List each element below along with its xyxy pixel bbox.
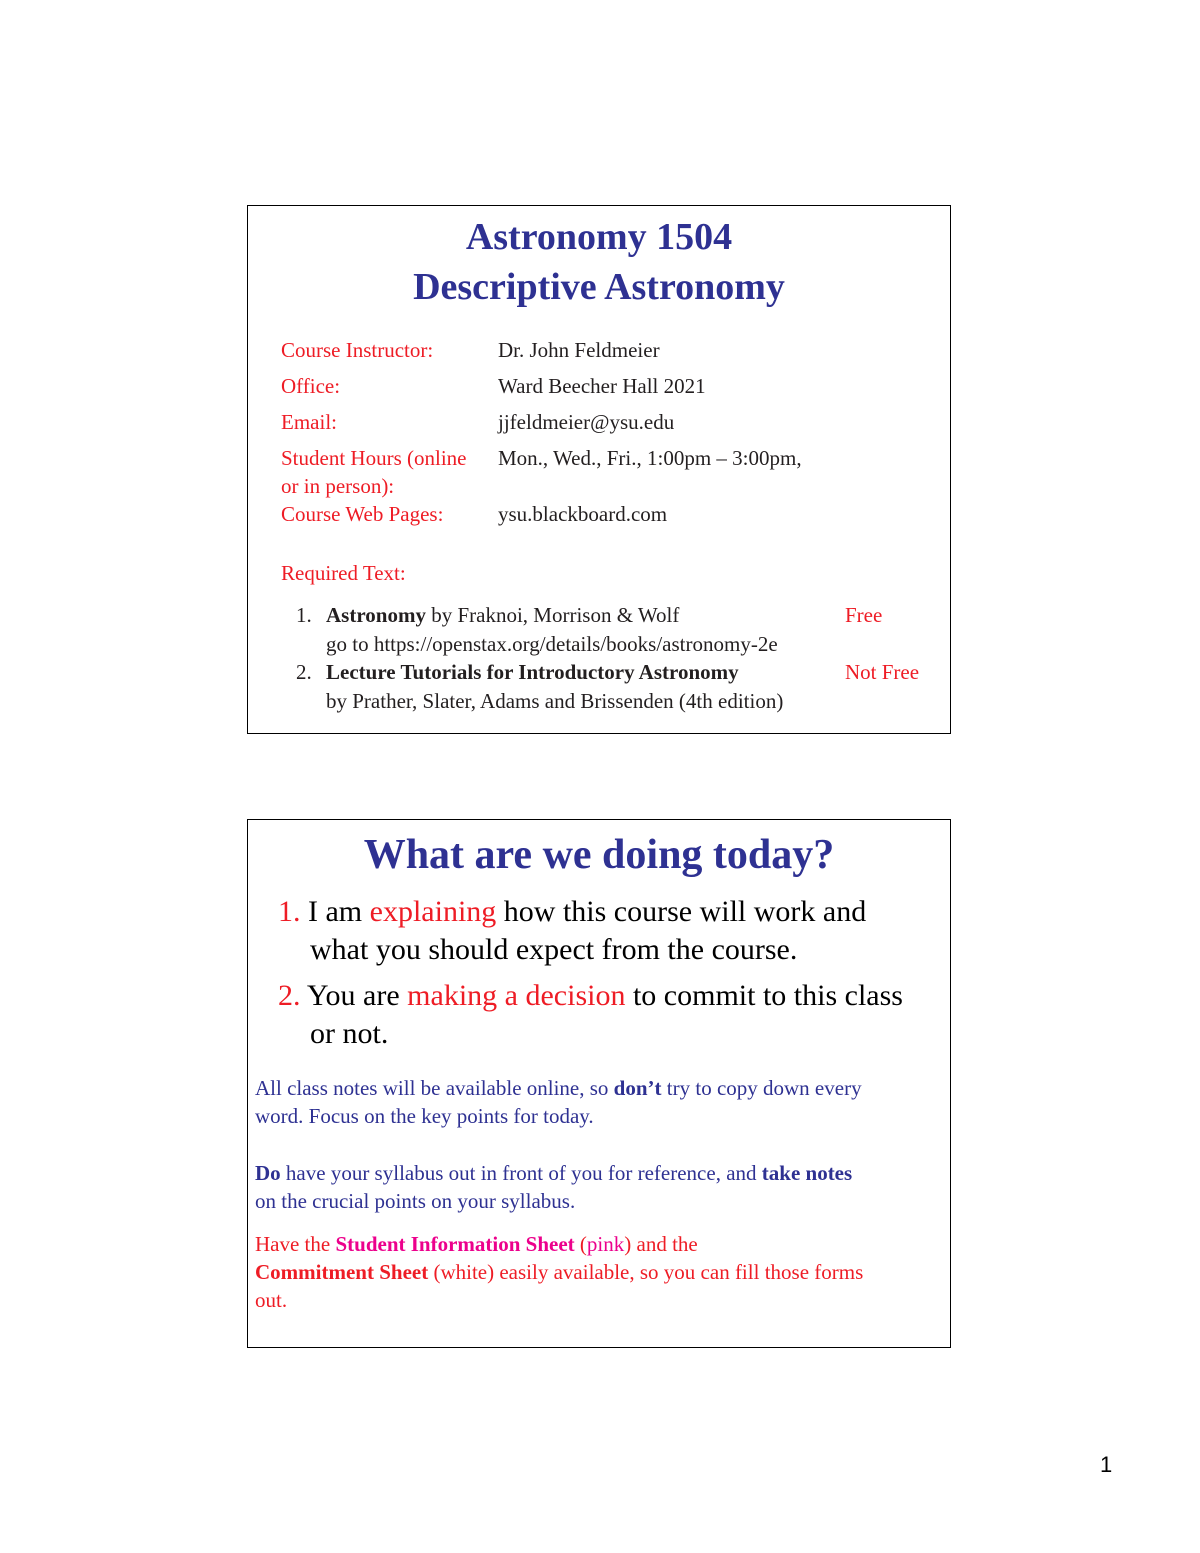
book-line1 [326,658,739,687]
note-emphasis: don’t [613,1076,662,1100]
slide-course-info [247,205,951,734]
page-number: 1 [1100,1452,1113,1477]
agenda-item-1 [278,893,866,931]
note-syllabus-cont: on the crucial points on your syllabus. [255,1189,576,1213]
note-forms-end: out. [255,1288,288,1312]
item-text: I am [300,895,370,928]
info-label: Office: [281,374,341,398]
book-line1 [326,601,679,630]
note-class-notes [255,1074,862,1102]
info-value: Ward Beecher Hall 2021 [498,374,706,398]
item-text: You are [300,979,408,1012]
book-authors: by Prather, Slater, Adams and Brissenden (4th edition) [326,689,784,713]
item-text: how this course will work and [496,895,867,928]
info-label: Email: [281,410,337,434]
note-emphasis: Commitment Sheet [255,1260,429,1284]
slide-title: What are we doing today? [363,832,835,878]
note-emphasis: Student Information Sheet [335,1232,575,1256]
course-number-title: Astronomy 1504 [465,216,733,258]
info-value: ysu.blackboard.com [498,502,668,526]
book-price: Not Free [845,660,920,684]
book-title: Lecture Tutorials for Introductory Astronomy [326,660,739,684]
note-forms [255,1230,698,1258]
agenda-item-1-cont: what you should expect from the course. [310,933,798,966]
item-highlight: making a decision [407,979,626,1012]
agenda-item-2-cont: or not. [310,1017,389,1050]
slide-today [247,819,951,1348]
info-label: or in person): [281,474,395,498]
info-label: Course Instructor: [281,338,434,362]
note-text: ) and the [624,1232,698,1256]
book-number: 2. [296,660,312,684]
note-forms-cont [255,1258,863,1286]
book-authors: by Fraknoi, Morrison & Wolf [425,603,680,627]
item-number: 2. [278,979,301,1012]
book-url: go to https://openstax.org/details/books/astronomy-2e [326,632,778,656]
book-title: Astronomy [326,603,426,627]
note-emphasis: take notes [761,1161,853,1185]
item-text: to commit to this class [625,979,903,1012]
note-text: try to copy down every [661,1076,862,1100]
course-name-title: Descriptive Astronomy [413,266,785,308]
book-price: Free [845,603,883,627]
info-value: Dr. John Feldmeier [498,338,660,362]
note-text: (white) easily available, so you can fill those forms [428,1260,864,1284]
info-label: Student Hours (online [281,446,467,470]
info-value: jjfeldmeier@ysu.edu [498,410,675,434]
note-text: ( [574,1232,587,1256]
note-class-notes-cont: word. Focus on the key points for today. [255,1104,594,1128]
note-syllabus [255,1159,852,1187]
item-number: 1. [278,895,301,928]
book-number: 1. [296,603,312,627]
note-text: have your syllabus out in front of you for reference, and [280,1161,762,1185]
note-emphasis: Do [255,1161,281,1185]
note-color-word: pink [586,1232,625,1256]
info-value: Mon., Wed., Fri., 1:00pm – 3:00pm, [498,446,802,470]
agenda-item-2 [278,977,903,1015]
note-text: All class notes will be available online, so [255,1076,614,1100]
required-text-label: Required Text: [281,561,406,585]
item-highlight: explaining [369,895,497,928]
note-text: Have the [255,1232,336,1256]
info-label: Course Web Pages: [281,502,444,526]
